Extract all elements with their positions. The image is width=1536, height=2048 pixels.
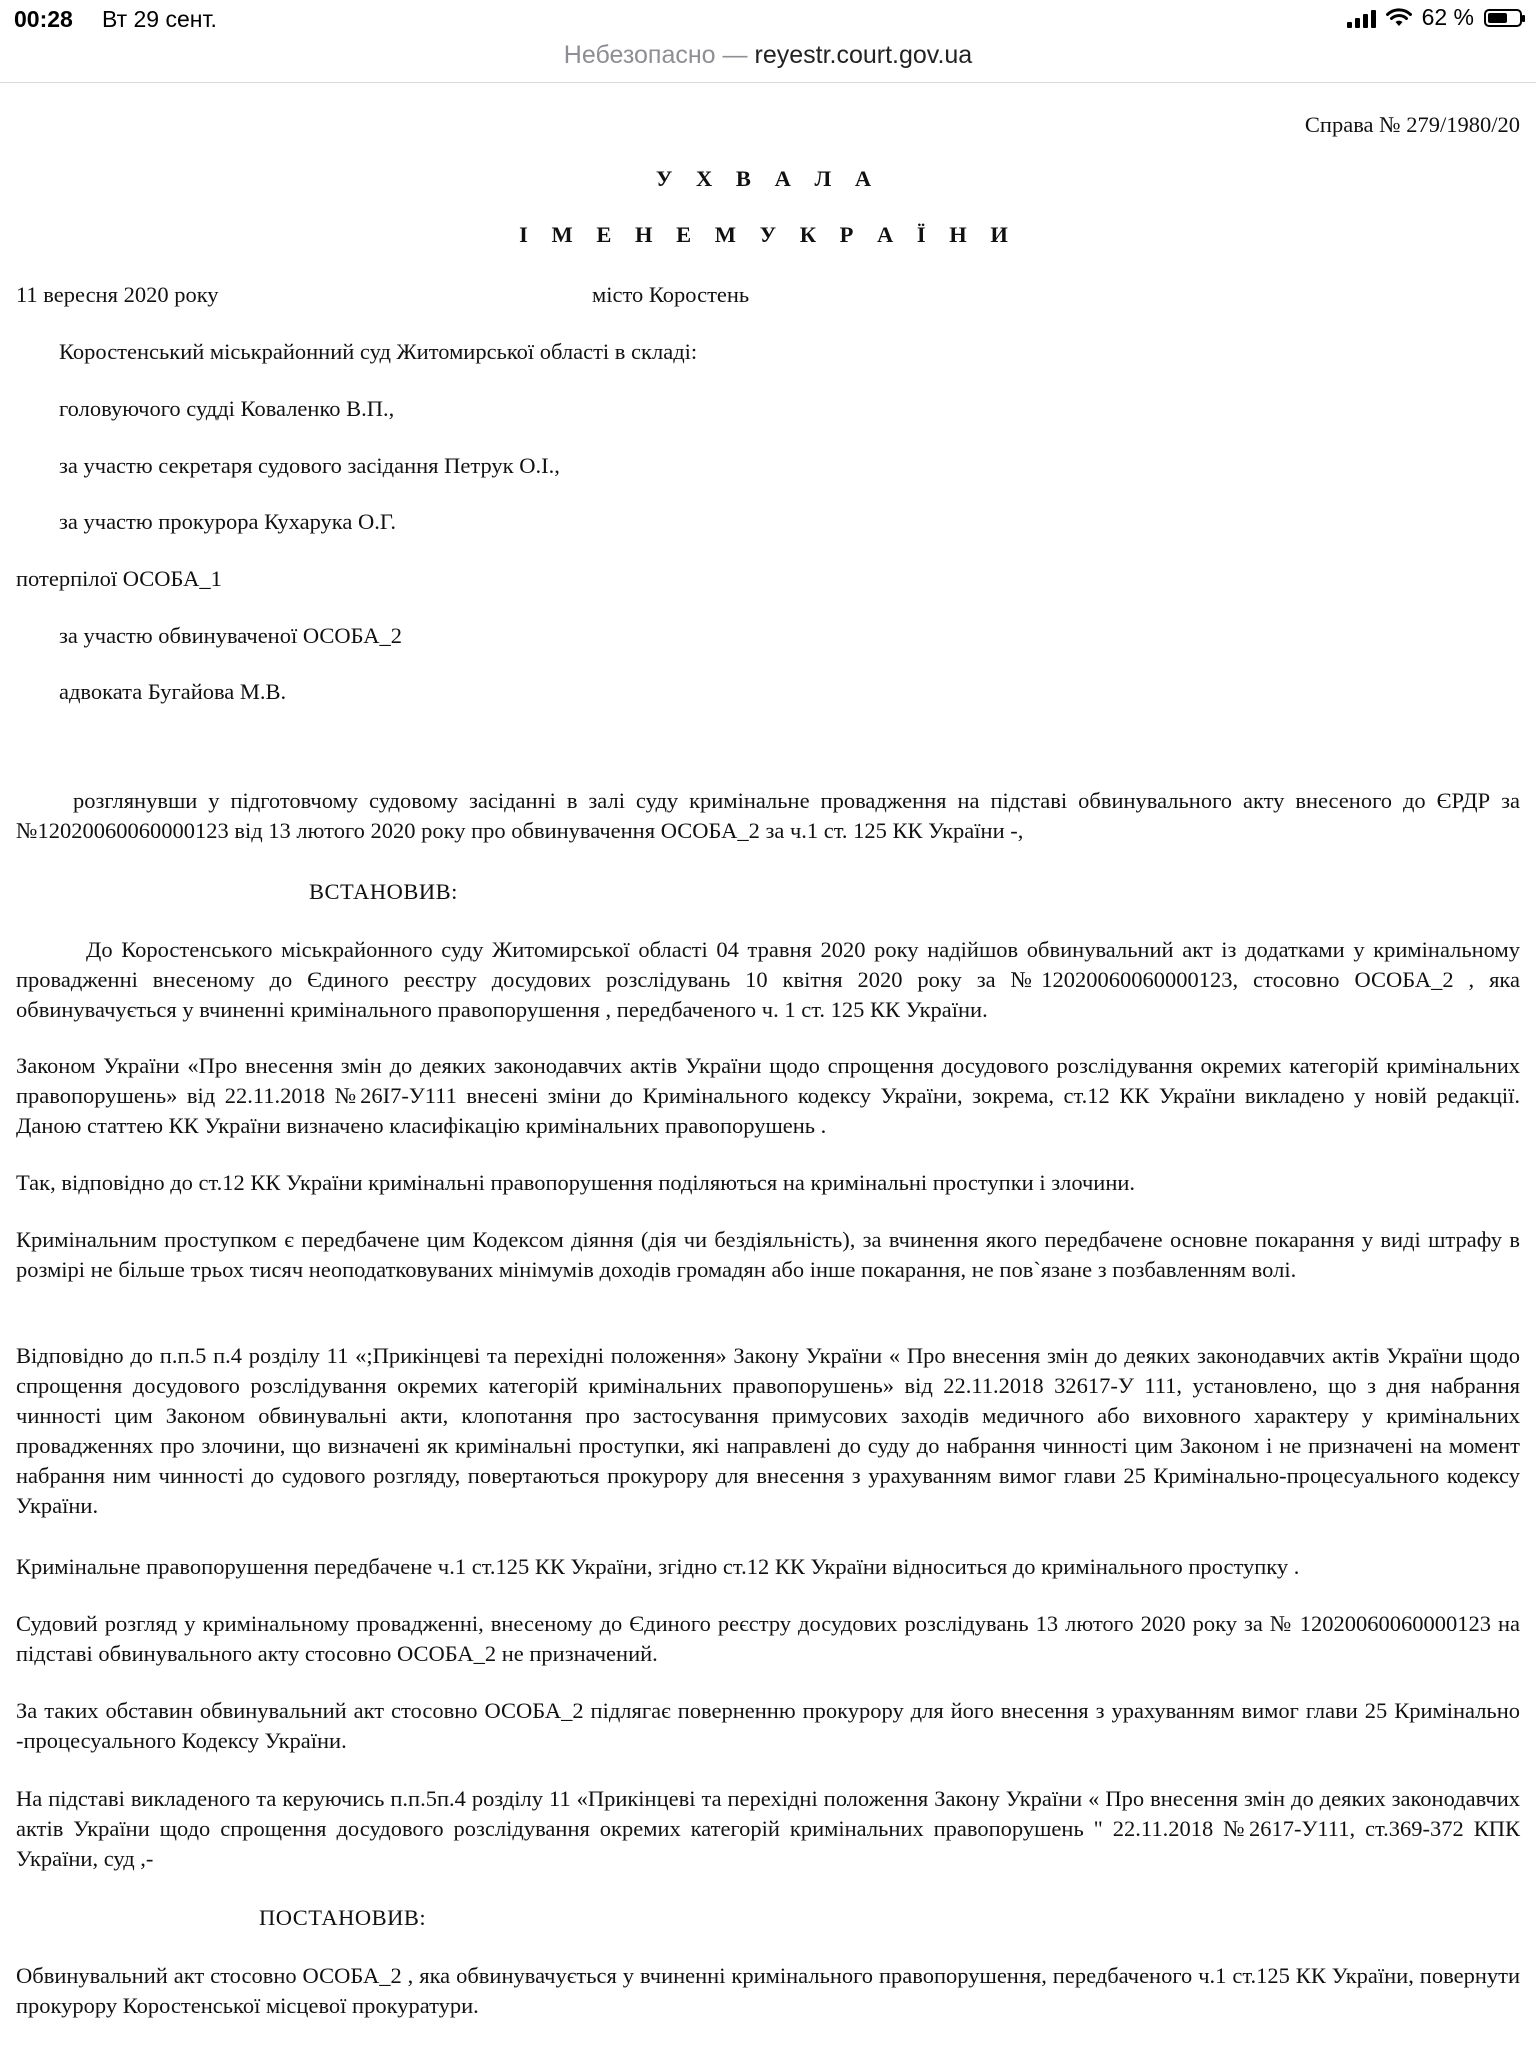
paragraph-7: Судовий розгляд у кримінальному провадженні, внесеному до Єдиного реєстру досудових розслідувань 13 лютого 2020 року за № 12020060060000123 на підставі обвинувального акту стосовно ОСОБА_2 не призначений. bbox=[16, 1611, 1520, 1666]
document-subtitle: І М Е Н Е М У К Р А Ї Н И bbox=[519, 222, 1017, 247]
paragraph-5: Відповідно до п.п.5 п.4 розділу 11 «;Прикінцеві та перехідні положення» Закону України « Про внесення змін до деяких законодавчих актів України щодо спрощення досудового розслідування окремих категорій кримінальних правопорушень» від 22.11.2018 32617-У 111, установлено, що з дня набрання чинності цим Законом обвинувальні акти, клопотання про застосування примусових заходів медичного або виховного характеру у кримінальних провадженнях про злочини, що визначені як кримінальні проступки, які направлені до суду до набрання чинності цим Законом і не призначені на момент набрання ним чинності до судового розгляду, повертаються прокурору для внесення з урахуванням вимог глави 25 Кримінально-процесуального кодексу України. bbox=[16, 1343, 1520, 1518]
battery-icon bbox=[1484, 9, 1522, 27]
url-domain: reyestr.court.gov.ua bbox=[754, 41, 973, 69]
lawyer: адвоката Бугайова М.В. bbox=[59, 679, 287, 704]
case-number: Справа № 279/1980/20 bbox=[1304, 112, 1520, 137]
cellular-signal-icon bbox=[1347, 8, 1376, 28]
resolved-heading: ПОСТАНОВИВ: bbox=[259, 1905, 427, 1930]
address-bar[interactable] bbox=[0, 40, 1536, 83]
wifi-icon bbox=[1386, 8, 1412, 28]
insecure-label: Небезопасно bbox=[563, 41, 716, 69]
status-time: 00:28 bbox=[14, 6, 73, 32]
accused: за участю обвинуваченої ОСОБА_2 bbox=[59, 623, 402, 648]
paragraph-6: Кримінальне правопорушення передбачене ч.1 ст.125 КК України, згідно ст.12 КК України відноситься до кримінального проступку . bbox=[16, 1554, 1300, 1579]
court-composition: Коростенський міськрайонний суд Житомирської області в складі: bbox=[59, 339, 698, 364]
battery-level-fill bbox=[1488, 13, 1507, 23]
paragraph-9: На підставі викладеного та керуючись п.п.5п.4 розділу 11 «Прикінцеві та перехідні положення Закону України « Про внесення змін до деяких законодавчих актів України щодо спрощення досудового розслідування окремих категорій кримінальних правопорушень " 22.11.2018 №2617-У111, ст.369-372 КПК України, суд ,- bbox=[16, 1786, 1520, 1871]
prosecutor: за участю прокурора Кухарука О.Г. bbox=[59, 509, 396, 534]
document-title: У Х В А Л А bbox=[655, 166, 881, 191]
paragraph-10: Обвинувальний акт стосовно ОСОБА_2 , яка обвинувачується у вчиненні кримінального правопорушення, передбаченого ч.1 ст.125 КК України, повернути прокурору Коростенської місцевої прокуратури. bbox=[16, 1963, 1520, 2018]
established-heading: ВСТАНОВИВ: bbox=[309, 879, 458, 904]
paragraph-4: Кримінальним проступком є передбачене цим Кодексом діяння (дія чи бездіяльність), за вчинення якого передбачене основне покарання у виді штрафу в розмірі не більше трьох тисяч неоподатковуваних мінімумів доходів громадян або інше покарання, не пов`язане з позбавленням волі. bbox=[16, 1227, 1520, 1282]
intro-paragraph: розглянувши у підготовчому судовому засіданні в залі суду кримінальне провадження на підставі обвинувального акту внесеного до ЄРДР за №12020060060000123 від 13 лютого 2020 року про обвинувачення ОСОБА_2 за ч.1 ст. 125 КК України -, bbox=[16, 788, 1520, 843]
url-separator: — bbox=[722, 41, 748, 69]
paragraph-8: За таких обставин обвинувальний акт стосовно ОСОБА_2 підлягає поверненню прокурору для його внесення з урахуванням вимог глави 25 Кримінально -процесуального Кодексу України. bbox=[16, 1698, 1520, 1753]
status-indicators bbox=[1347, 4, 1522, 31]
status-date: Вт 29 сент. bbox=[102, 6, 217, 32]
paragraph-1: До Коростенського міськрайонного суду Житомирської області 04 травня 2020 року надійшов обвинувальний акт із додатками у кримінальному провадженні внесеному до Єдиного реєстру досудових розслідувань 10 квітня 2020 року за №12020060060000123, стосовно ОСОБА_2 , яка обвинувачується у вчиненні кримінального правопорушення , передбаченого ч. 1 ст. 125 КК України. bbox=[16, 937, 1520, 1022]
paragraph-2: Законом України «Про внесення змін до деяких законодавчих актів України щодо спрощення досудового розслідування окремих категорій кримінальних правопорушень» від 22.11.2018 №26І7-У111 внесені зміни до Кримінального кодексу України, зокрема, ст.12 КК України викладено у новій редакції. Даною статтею КК України визначено класифікацію кримінальних правопорушень . bbox=[16, 1053, 1520, 1138]
court-secretary: за участю секретаря судового засідання Петрук О.І., bbox=[59, 453, 560, 478]
paragraph-3: Так, відповідно до ст.12 КК України кримінальні правопорушення поділяються на кримінальні проступки і злочини. bbox=[16, 1170, 1136, 1195]
ruling-city: місто Коростень bbox=[592, 282, 750, 307]
victim: потерпілої ОСОБА_1 bbox=[16, 566, 222, 591]
ruling-date: 11 вересня 2020 року bbox=[16, 282, 219, 307]
presiding-judge: головуючого судді Коваленко В.П., bbox=[59, 396, 395, 421]
status-bar bbox=[0, 0, 1536, 40]
battery-percentage: 62 % bbox=[1421, 4, 1474, 30]
